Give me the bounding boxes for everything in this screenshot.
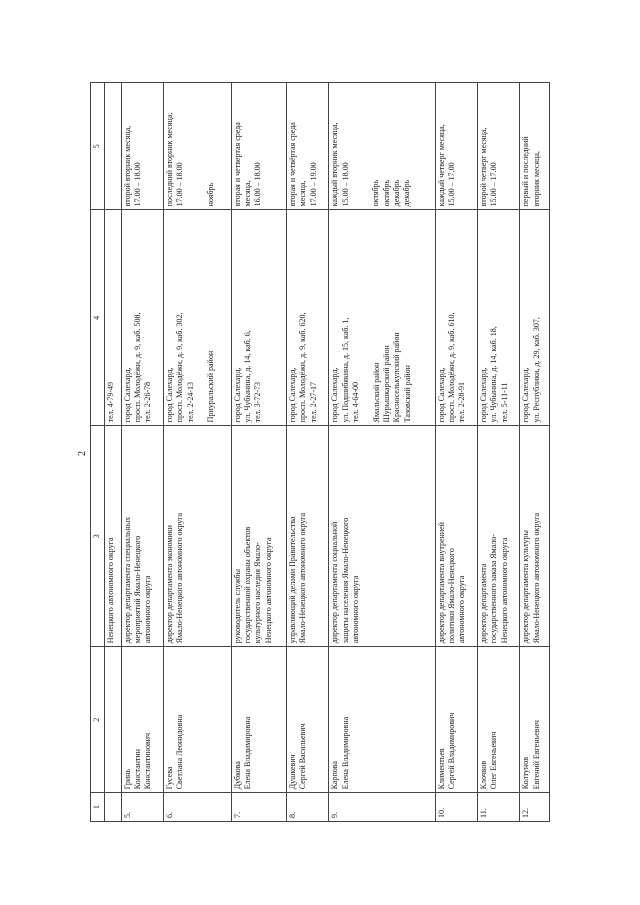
text-line: руководитель службы xyxy=(232,569,242,644)
text-line: директор департамента внутренней xyxy=(436,522,446,644)
cell-name xyxy=(231,647,286,793)
rotated-page xyxy=(90,82,550,822)
text-line: тел. 2-27-17 xyxy=(308,381,318,423)
text-line: второй вторник месяца, xyxy=(122,125,132,207)
text-line: Дубкова xyxy=(232,761,242,790)
cell-number: 12. xyxy=(520,793,550,822)
text-line: 17.00 – 18.00 xyxy=(175,162,185,207)
cell-number: 8. xyxy=(286,793,328,822)
cell-address xyxy=(286,210,328,426)
cell-address xyxy=(163,210,231,426)
text-line: директор департамента культуры xyxy=(521,530,531,644)
text-line: Гринь xyxy=(122,768,132,790)
text-line: город Салехард, xyxy=(436,367,446,423)
cell-schedule xyxy=(231,83,286,210)
text-line: Елена Владимировна xyxy=(340,716,350,790)
text-line: управляющий делами Правительства xyxy=(287,516,297,644)
table-row xyxy=(435,83,477,822)
cell-address xyxy=(435,210,477,426)
cell-schedule xyxy=(163,83,231,210)
text-line: автономного округа xyxy=(457,575,467,644)
text-line: ул. Подшибякина, д. 15, каб. 1, xyxy=(340,317,350,423)
cell-number xyxy=(105,793,122,822)
table-row xyxy=(286,83,328,822)
text-line: ул. Чубынина, д. 14, каб. 6, xyxy=(243,330,253,423)
text-line: Гусева xyxy=(164,766,174,790)
text-line: 17.00 – 18.00 xyxy=(133,162,142,207)
cell-address xyxy=(520,210,550,426)
text-line: 15.00 – 17.00 xyxy=(447,162,457,207)
text-line: культурного наследия Ямало- xyxy=(253,542,263,644)
text-line: тел. 3-72-73 xyxy=(253,381,263,423)
text-line: просп. Молодёжи, д. 9, каб. 302, xyxy=(175,312,185,423)
text-line: вторая и четвертая среда xyxy=(232,122,242,207)
cell-number: 5. xyxy=(121,793,163,822)
text-line: город Салехард, xyxy=(479,367,489,423)
text-line: последний вторник месяца, xyxy=(164,112,174,207)
text-line: Светлана Леонидовна xyxy=(175,714,185,790)
text-line: город Салехард, xyxy=(122,367,132,423)
cell-number: 9. xyxy=(329,793,435,822)
text-line: директор департамента xyxy=(479,563,489,644)
cell-position xyxy=(435,426,477,647)
text-line xyxy=(351,86,361,206)
column-number-1: 1 xyxy=(91,793,105,822)
cell-address xyxy=(121,210,163,426)
text-line: город Салехард, xyxy=(232,367,242,423)
text-line: 15.00 – 18.00 xyxy=(340,162,350,207)
text-line xyxy=(362,213,372,422)
cell-name xyxy=(435,647,477,793)
cell-schedule xyxy=(105,83,122,210)
cell-schedule xyxy=(520,83,550,210)
text-line: второй четверг месяца, xyxy=(479,127,489,207)
text-line: город Салехард, xyxy=(521,367,531,423)
text-line: тел. 4-64-00 xyxy=(351,381,361,423)
column-number-5: 5 xyxy=(91,83,105,210)
text-line: вторая и четвёртая среда xyxy=(287,122,297,207)
continuation-row xyxy=(105,83,122,822)
text-line: 15.00 – 17.00 xyxy=(489,162,499,207)
text-line xyxy=(196,86,206,206)
text-line: ул. Чубынина, д. 14, каб. 18, xyxy=(489,326,499,423)
text-line: Ненецкого автономного округа xyxy=(499,537,509,644)
cell-number: 10. xyxy=(435,793,477,822)
text-line: Ненецкого автономного округа xyxy=(263,537,273,644)
cell-name xyxy=(520,647,550,793)
text-line: декабрь xyxy=(402,179,412,207)
text-line: Сергей Владимирович xyxy=(447,712,457,790)
cell-name xyxy=(478,647,520,793)
cell-schedule xyxy=(286,83,328,210)
text-line: Сергей Васильевич xyxy=(298,723,308,790)
column-number-row xyxy=(91,83,105,822)
text-line: Климентьев xyxy=(436,748,446,790)
text-line: каждый вторник месяца, xyxy=(330,122,340,207)
text-line: директор департамента социальной xyxy=(330,521,340,644)
text-line: Ямальский район xyxy=(371,362,381,423)
text-line: Олег Евгеньевич xyxy=(489,731,499,790)
text-line: директор департамента специальных xyxy=(122,516,132,644)
text-line: Шурышкарский район xyxy=(381,345,391,423)
text-line: Клочков xyxy=(479,760,489,790)
cell-number: 7. xyxy=(231,793,286,822)
text-line: автономного округа xyxy=(143,575,153,644)
cell-schedule xyxy=(121,83,163,210)
column-number-3: 3 xyxy=(91,426,105,647)
text-line: вторник месяца, xyxy=(531,151,541,207)
cell-schedule xyxy=(478,83,520,210)
cell-number: 6. xyxy=(163,793,231,822)
text-line: ул. Республики, д. 29, каб. 307, xyxy=(531,317,541,423)
cell-position xyxy=(478,426,520,647)
cell-name xyxy=(286,647,328,793)
text-line: мероприятий Ямало-Ненецкого xyxy=(133,535,142,644)
text-line: октябрь xyxy=(371,179,381,207)
text-line: автономного округа xyxy=(351,575,361,644)
text-line: тел. 2-26-78 xyxy=(143,381,153,423)
text-line: 16.00 – 18.00 xyxy=(253,162,263,207)
cell-address xyxy=(231,210,286,426)
text-line: ноябрь xyxy=(205,182,215,207)
column-number-4: 4 xyxy=(91,210,105,426)
text-line: просп. Молодёжи, д. 9, каб. 508, xyxy=(133,312,142,423)
text-line: октябрь xyxy=(381,179,391,207)
text-line: просп. Молодёжи, д. 9, каб. 620, xyxy=(298,312,308,423)
text-line: Евгений Евгеньевич xyxy=(531,720,541,790)
text-line: Карпова xyxy=(330,761,340,790)
text-line: тел. 2-24-13 xyxy=(185,381,195,423)
text-line: Душкевич xyxy=(287,754,297,790)
cell-schedule xyxy=(435,83,477,210)
cell-position xyxy=(231,426,286,647)
text-line: город Салехард, xyxy=(164,367,174,423)
cell-address xyxy=(478,210,520,426)
text-line: государственной охраны объектов xyxy=(243,526,253,644)
table-row xyxy=(121,83,163,822)
cell-name xyxy=(329,647,435,793)
text-line: Ямало-Ненецкого автономного округа xyxy=(298,512,308,644)
text-line: декабрь xyxy=(391,179,401,207)
text-line xyxy=(361,86,371,206)
text-line: город Салехард, xyxy=(287,367,297,423)
cell-address: тел. 4-79-49 xyxy=(105,210,122,426)
cell-position xyxy=(121,426,163,647)
column-number-2: 2 xyxy=(91,647,105,793)
cell-position xyxy=(520,426,550,647)
table-row xyxy=(329,83,435,822)
cell-name xyxy=(121,647,163,793)
text-line: Константинович xyxy=(143,732,153,790)
text-line: Колтунов xyxy=(521,757,531,790)
text-line: каждый четверг месяца, xyxy=(436,124,446,207)
cell-name xyxy=(163,647,231,793)
cell-address xyxy=(329,210,435,426)
text-line: политики Ямало-Ненецкого xyxy=(447,548,457,644)
table-row xyxy=(520,83,550,822)
table-row xyxy=(478,83,520,822)
reception-schedule-table xyxy=(90,82,550,822)
text-line: Ямало-Ненецкого автономного округа xyxy=(531,512,541,644)
text-line: Красноселькупский район xyxy=(392,332,402,423)
cell-position xyxy=(329,426,435,647)
cell-schedule xyxy=(329,83,435,210)
text-line: Константин xyxy=(133,749,142,790)
text-line: 17.00 – 19.00 xyxy=(308,162,318,207)
text-line xyxy=(196,213,206,422)
cell-position xyxy=(286,426,328,647)
cell-position: Ненецкого автономного округа xyxy=(105,426,122,647)
page-number: 2 xyxy=(77,451,88,456)
text-line: первый и последний xyxy=(521,136,531,207)
table-row xyxy=(231,83,286,822)
text-line: месяца, xyxy=(298,180,308,207)
text-line: Приуральский район xyxy=(206,350,216,423)
text-line: Тазовский район xyxy=(402,365,412,423)
cell-number: 11. xyxy=(478,793,520,822)
text-line: Елена Владимировна xyxy=(243,716,253,790)
text-line: тел. 5-11-11 xyxy=(499,382,509,423)
cell-position xyxy=(163,426,231,647)
text-line: защиты населения Ямало-Ненецкого xyxy=(340,517,350,644)
table-row xyxy=(163,83,231,822)
text-line: город Салехард, xyxy=(330,367,340,423)
cell-name xyxy=(105,647,122,793)
text-line: тел. 2-28-91 xyxy=(457,381,467,423)
text-line: государственного заказа Ямало- xyxy=(489,534,499,644)
text-line: просп. Молодёжи, д. 9, каб. 610, xyxy=(447,312,457,423)
text-line: Ямало-Ненецкого автономного округа xyxy=(175,512,185,644)
text-line: директор департамента экономики xyxy=(164,525,174,644)
text-line xyxy=(186,86,196,206)
text-line: месяца, xyxy=(243,180,253,207)
